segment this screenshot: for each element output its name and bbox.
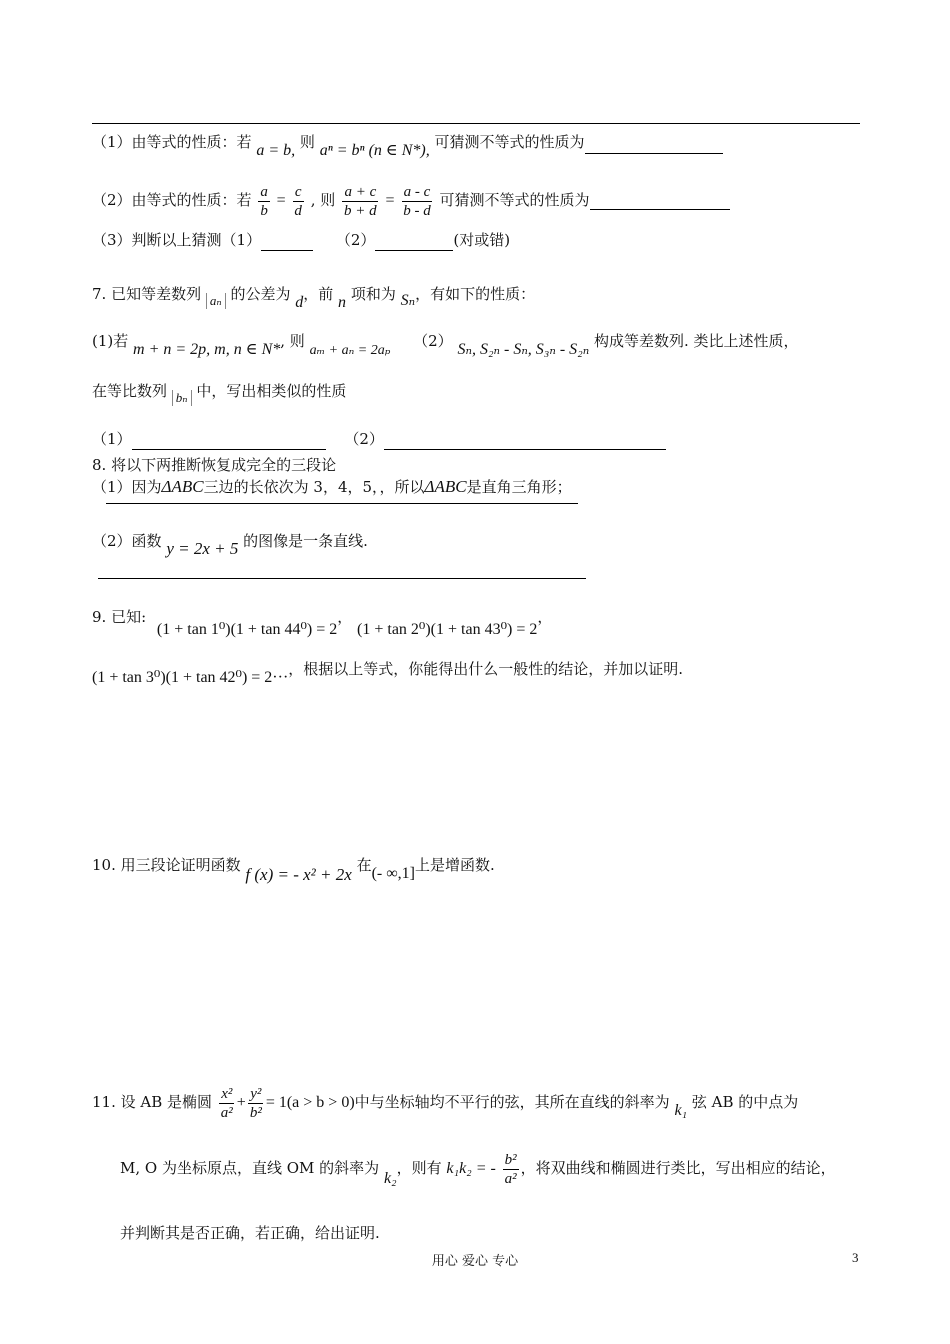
page-number: 3 — [852, 1250, 859, 1265]
q9-sep2: ， — [537, 608, 553, 626]
footer-text: 用心 爱心 专心 — [431, 1254, 519, 1269]
q6-2-then: , 则 — [310, 191, 336, 209]
q6-2-eq1: = — [276, 192, 286, 209]
q11-ellipse-y-term: $\frac{\text{y²}}{\text{b²}}$ — [249, 1085, 262, 1121]
q11-text1: 中与坐标轴均不平行的弦，其所在直线的斜率为 — [354, 1093, 670, 1111]
q11-product: k₁k₂ = - — [446, 1160, 496, 1177]
q9-tail: ，根据以上等式，你能得出什么一般性的结论，并加以证明. — [288, 660, 684, 678]
q11-plus: + — [236, 1094, 246, 1111]
q9-stem — [92, 606, 553, 638]
q6-2-frac-sum: $\frac{a + c}{b + d}$ — [344, 183, 377, 219]
q7-answer1-blank[interactable] — [132, 433, 326, 450]
q11-l2-lead: M, O 为坐标原点，直线 OM 的斜率为 — [120, 1159, 380, 1177]
q8-p1-answer-line[interactable] — [106, 503, 578, 504]
q6-1-premise: a = b, — [256, 142, 296, 159]
q7-answer2-label: （2） — [344, 430, 384, 448]
q6-2-answer-blank[interactable] — [590, 193, 730, 210]
q8-function: y = 2x + 5 — [166, 539, 239, 558]
q8-p1-tail: 是直角三角形； — [466, 478, 572, 496]
q9-line2 — [92, 658, 684, 686]
q8-triangle2: ΔABC — [424, 477, 467, 496]
q6-1-tail: 可猜测不等式的性质为 — [434, 133, 585, 151]
q11-lead: 11. 设 AB 是椭圆 — [92, 1093, 213, 1111]
q6-3-mid: （2） — [335, 231, 376, 249]
q10-lead: 10. 用三段论证明函数 — [92, 856, 241, 874]
q7-properties — [92, 330, 799, 358]
q11-l2-mid: ，则有 — [396, 1159, 442, 1177]
q6-2-eq2: = — [385, 192, 395, 209]
q9-equation1: (1 + tan 1⁰)(1 + tan 44⁰) = 2 — [156, 621, 338, 638]
q11-ellipse-condition: = 1(a > b > 0) — [265, 1094, 355, 1111]
q11-k1: k₁ — [674, 1102, 688, 1119]
q7-answer2-blank[interactable] — [384, 433, 666, 450]
q10-tail: 上是增函数. — [414, 856, 495, 874]
q6-1-conclusion: aⁿ = bⁿ (n ∈ N*), — [319, 142, 430, 159]
q8-title: 8. 将以下两推断恢复成完全的三段论 — [92, 456, 337, 474]
q7-p2-tail: 构成等差数列. 类比上述性质， — [594, 332, 799, 350]
q6-2-frac-a-b: $\frac{a}{b}$ — [260, 183, 268, 219]
q6-3-blank2[interactable] — [375, 234, 453, 251]
q11-ratio: $\frac{\text{b²}}{\text{a²}}$ — [504, 1151, 517, 1187]
q8-p2-lead: （2）函数 — [92, 532, 162, 550]
q6-2-lead: （2）由等式的性质：若 — [92, 191, 252, 209]
q6-part3 — [92, 229, 510, 251]
q7-lead: 7. 已知等差数列 — [92, 285, 202, 303]
q6-2-tail: 可猜测不等式的性质为 — [439, 191, 590, 209]
q7-analogy — [92, 380, 347, 405]
q6-2-frac-diff: $\frac{a - c}{b - d}$ — [403, 183, 431, 219]
q10-stem — [92, 854, 495, 884]
q7-analogy-lead: 在等比数列 — [92, 382, 168, 400]
q11-l2-tail: ，将双曲线和椭圆进行类比，写出相应的结论， — [520, 1159, 836, 1177]
q6-1-lead: （1）由等式的性质：若 — [92, 133, 252, 151]
q7-sequence-a: aₙ — [206, 293, 226, 309]
q6-3-tail: (对或错) — [453, 231, 511, 249]
q11-text2: 弦 AB 的中点为 — [691, 1093, 799, 1111]
q11-line3: 并判断其是否正确，若正确，给出证明. — [120, 1224, 380, 1242]
q9-sep1: ， — [337, 608, 353, 626]
q8-p1-mid: 三边的长依次为 3，4，5，，所以 — [203, 478, 425, 496]
q6-part1 — [92, 131, 723, 159]
q7-p1-conclusion: aₘ + aₙ = 2aₚ — [309, 343, 391, 358]
q7-sum-s: Sₙ — [400, 292, 416, 309]
q8-part2 — [92, 530, 368, 558]
q7-answer1-label: （1） — [92, 430, 132, 448]
q9-lead: 9. 已知: — [92, 608, 147, 626]
q7-n: n — [338, 294, 347, 311]
q7-text2: ，前 — [303, 285, 334, 303]
q7-p1-condition: m + n = 2p, m, n ∈ N* — [133, 341, 281, 358]
q8-p1-lead: （1）因为 — [92, 478, 162, 496]
q7-text3: 项和为 — [350, 285, 396, 303]
header-rule — [92, 123, 860, 124]
q10-function: f (x) = - x² + 2x — [245, 865, 352, 884]
q7-p2-lead: （2） — [413, 332, 453, 350]
q7-p1-then: , 则 — [280, 332, 305, 350]
q8-p2-tail: 的图像是一条直线. — [243, 532, 368, 550]
q11-line1 — [92, 1080, 798, 1125]
q7-text4: ，有如下的性质： — [415, 285, 536, 303]
q6-2-frac-c-d: $\frac{c}{d}$ — [294, 183, 302, 219]
q7-common-difference: d — [295, 294, 304, 311]
q7-p1-lead: (1)若 — [92, 332, 129, 350]
q6-3-blank1[interactable] — [261, 234, 313, 251]
q6-1-answer-blank[interactable] — [585, 137, 723, 154]
q6-1-then: 则 — [299, 133, 315, 151]
q9-equation3: (1 + tan 3⁰)(1 + tan 42⁰) = 2··· — [92, 669, 289, 686]
q9-equation2: (1 + tan 2⁰)(1 + tan 43⁰) = 2 — [357, 621, 538, 638]
q10-mid: 在 — [356, 856, 372, 874]
q11-k2: k₂ — [383, 1170, 397, 1187]
q7-stem — [92, 283, 536, 311]
q7-p2-expression: Sₙ, S₂ₙ - Sₙ, S₃ₙ - S₂ₙ — [457, 341, 590, 358]
q8-triangle1: ΔABC — [161, 477, 204, 496]
q11-line2 — [120, 1146, 836, 1191]
q7-answers — [92, 428, 666, 450]
q7-sequence-b: bₙ — [172, 390, 192, 406]
q11-ellipse-x-term: $\frac{\text{x²}}{\text{a²}}$ — [220, 1085, 233, 1121]
q10-interval: (- ∞,1] — [371, 865, 415, 882]
q8-part1 — [92, 476, 572, 498]
q8-p2-answer-line[interactable] — [98, 578, 586, 579]
q7-analogy-tail: 中，写出相类似的性质 — [196, 382, 347, 400]
q7-text1: 的公差为 — [230, 285, 291, 303]
q6-3-lead: （3）判断以上猜测（1） — [92, 231, 262, 249]
q6-part2 — [92, 178, 730, 223]
